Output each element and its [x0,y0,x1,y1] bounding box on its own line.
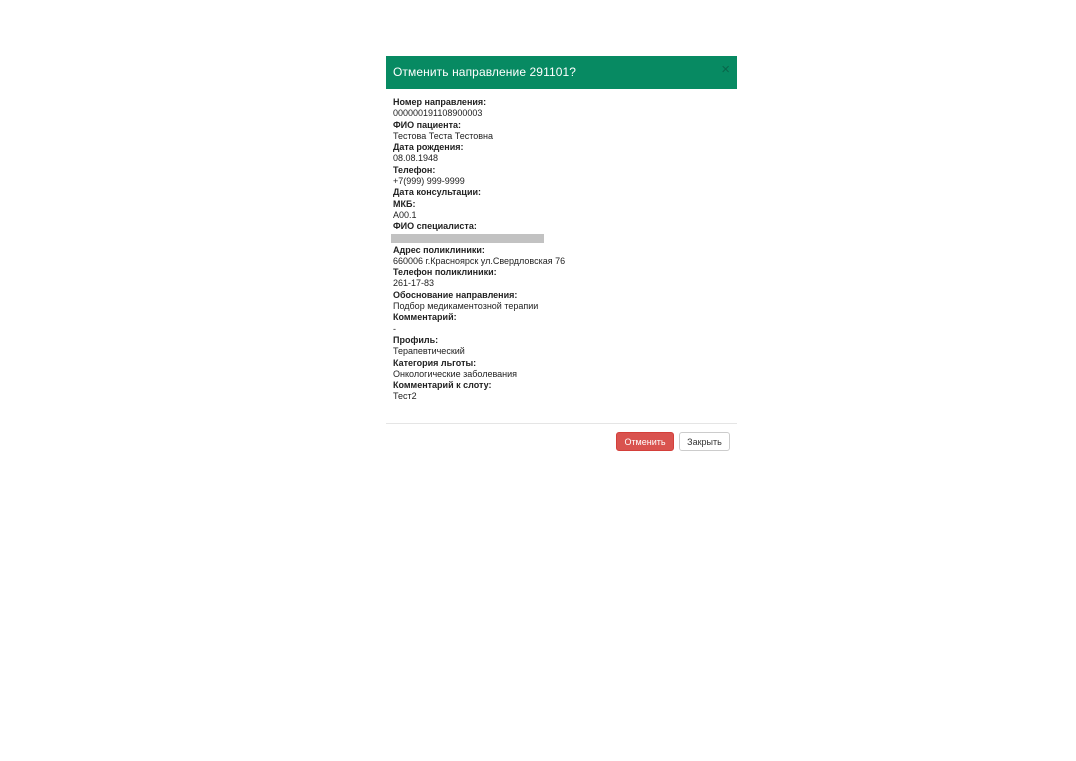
birth-date-value: 08.08.1948 [393,153,439,164]
referral-number-value: 000000191108900003 [393,108,483,119]
dialog-footer [386,423,737,461]
icd-label: МКБ: [393,198,416,209]
cancel-referral-dialog [386,56,737,460]
referral-reason-label: Обоснование направления: [393,289,518,300]
referral-number-label: Номер направления: [393,97,487,107]
consultation-date-label: Дата консультации: [393,187,482,198]
cancel-referral-button[interactable]: Отменить [616,432,674,451]
close-button[interactable]: Закрыть [679,432,730,451]
clinic-address-label: Адрес поликлиники: [393,244,485,255]
specialist-name-redacted [391,234,544,243]
profile-value: Терапевтический [393,346,465,357]
specialist-name-label: ФИО специалиста: [393,221,477,232]
patient-name-label: ФИО пациента: [393,119,462,130]
clinic-phone-value: 261-17-83 [393,278,435,289]
dialog-title: Отменить направление 291101? [393,65,577,79]
dialog-body [386,89,737,403]
phone-value: +7(999) 999-9999 [393,176,465,187]
icd-value: A00.1 [393,209,417,220]
benefit-category-label: Категория льготы: [393,357,477,368]
benefit-category-value: Онкологические заболевания [393,368,518,379]
patient-name-value: Тестова Теста Тестовна [393,130,494,141]
close-icon[interactable]: × [721,61,730,78]
phone-label: Телефон: [393,164,436,175]
clinic-address-value: 660006 г.Красноярск ул.Свердловская 76 [393,255,566,266]
clinic-phone-label: Телефон поликлиники: [393,267,497,278]
comment-label: Комментарий: [393,312,457,323]
dialog-header [386,56,737,89]
profile-label: Профиль: [393,334,439,345]
referral-reason-value: Подбор медикаментозной терапии [393,301,539,312]
birth-date-label: Дата рождения: [393,142,464,153]
comment-value: - [393,323,396,334]
slot-comment-label: Комментарий к слоту: [393,380,492,391]
slot-comment-value: Тест2 [393,391,417,402]
